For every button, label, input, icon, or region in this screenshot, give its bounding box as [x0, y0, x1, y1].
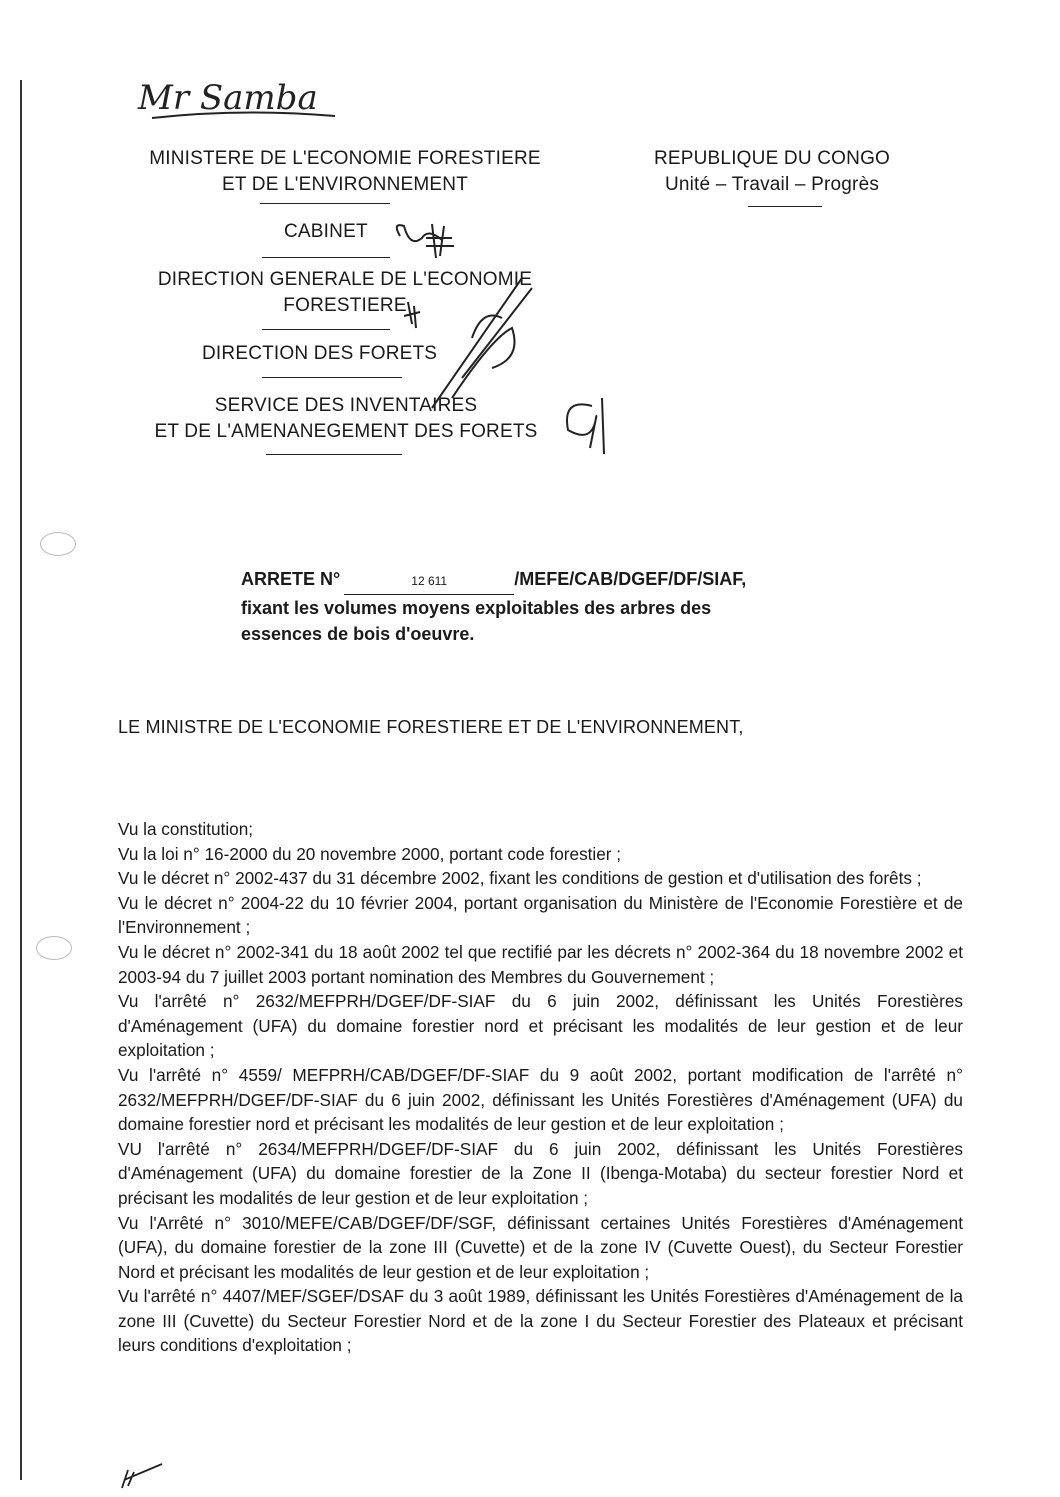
ministry-line1: MINISTERE DE L'ECONOMIE FORESTIERE [149, 148, 541, 169]
consideration-item: Vu la constitution; [118, 819, 254, 839]
dgef-line2: FORESTIERE [283, 295, 407, 316]
siaf-line2: ET DE L'AMENANEGEMENT DES FORETS [154, 421, 538, 442]
consideration-item: Vu le décret n° 2004-22 du 10 février 2004, portant organisation du Ministère de l'Economie Forestière et de l'Environnement ; [118, 892, 963, 938]
separator-rule [260, 203, 390, 204]
dgef-line1: DIRECTION GENERALE DE L'ECONOMIE [157, 269, 533, 290]
decree-subject-line2: essences de bois d'oeuvre. [241, 624, 475, 644]
consideration-item: Vu la loi n° 16-2000 du 20 novembre 2000, portant code forestier ; [118, 843, 622, 864]
consideration-item: Vu le décret n° 2002-437 du 31 décembre 2002, fixant les conditions de gestion et d'utilisation des forêts ; [118, 868, 922, 889]
handwritten-underline [150, 106, 340, 126]
handwritten-mark [118, 1460, 168, 1496]
df-header: DIRECTION DES FORETS [202, 343, 438, 364]
scan-edge-line [20, 80, 22, 1480]
decree-subject-line1: fixant les volumes moyens exploitables des arbres des [241, 598, 712, 618]
handwritten-initials-signature [392, 218, 622, 458]
republic-header [622, 146, 922, 198]
ministry-line2: ET DE L'ENVIRONNEMENT [221, 174, 469, 195]
republic-motto: Unité – Travail – Progrès [664, 174, 880, 195]
decree-number: 12 611 [344, 568, 514, 595]
consideration-item: Vu l'Arrêté n° 3010/MEFE/CAB/DGEF/DF/SGF, définissant certaines Unités Forestières d'Aménagement (UFA), du domaine forestier de la zone III (Cuvette) et de la zone IV (Cuvette Ouest), du Secteur Forestier Nord et précisant les modalités de leur gestion et de leur exploitation ; [118, 1212, 963, 1282]
separator-rule [262, 257, 390, 258]
consideration-item: Vu l'arrêté n° 2632/MEFPRH/DGEF/DF-SIAF du 6 juin 2002, définissant les Unités Forestières d'Aménagement (UFA) du domaine forestier nord et précisant les modalités de leur gestion et de leur exploitation ; [118, 991, 963, 1061]
separator-rule [748, 206, 822, 207]
minister-heading: LE MINISTRE DE L'ECONOMIE FORESTIERE ET DE L'ENVIRONNEMENT, [118, 717, 744, 737]
separator-rule [266, 454, 402, 455]
decree-number-line [241, 566, 861, 595]
cabinet-label: CABINET [284, 221, 368, 242]
consideration-item: Vu le décret n° 2002-341 du 18 août 2002 tel que rectifié par les décrets n° 2002-364 du 18 novembre 2002 et 2003-94 du 7 juillet 2003 portant nomination des Membres du Gouvernement ; [118, 941, 963, 987]
handwritten-name: Mr Samba [138, 78, 318, 118]
consideration-item: Vu l'arrêté n° 4407/MEF/SGEF/DSAF du 3 août 1989, définissant les Unités Forestières d'Aménagement de la zone III (Cuvette) du Secteur Forestier Nord et de la zone I du Secteur Forestier des Plateaux et précisant leurs conditions d'exploitation ; [118, 1286, 963, 1356]
consideration-item: Vu l'arrêté n° 4559/ MEFPRH/CAB/DGEF/DF-SIAF du 9 août 2002, portant modification de l'arrêté n° 2632/MEFPRH/DGEF/DF-SIAF du 6 juin 2002, définissant les Unités Forestières d'Aménagement (UFA) du domaine forestier nord et précisant les modalités de leur gestion et de leur exploitation ; [118, 1064, 963, 1135]
punch-hole-mark [36, 936, 72, 960]
siaf-line1: SERVICE DES INVENTAIRES [214, 395, 478, 416]
separator-rule [262, 377, 402, 378]
consideration-item: VU l'arrêté n° 2634/MEFPRH/DGEF/DF-SIAF du 6 juin 2002, définissant les Unités Forestières d'Aménagement (UFA) du domaine forestier de la Zone II (Ibenga-Motaba) du secteur forestier Nord et précisant les modalités de leur gestion et de leur exploitation ; [118, 1138, 963, 1208]
considerations-list [118, 817, 963, 1358]
ministry-header [100, 146, 590, 198]
decree-prefix: ARRETE N° [241, 569, 341, 589]
republic-name: REPUBLIQUE DU CONGO [653, 148, 891, 169]
punch-hole-mark [40, 532, 76, 556]
separator-rule [262, 329, 390, 330]
decree-title [241, 566, 861, 647]
decree-suffix: /MEFE/CAB/DGEF/DF/SIAF, [514, 569, 747, 589]
